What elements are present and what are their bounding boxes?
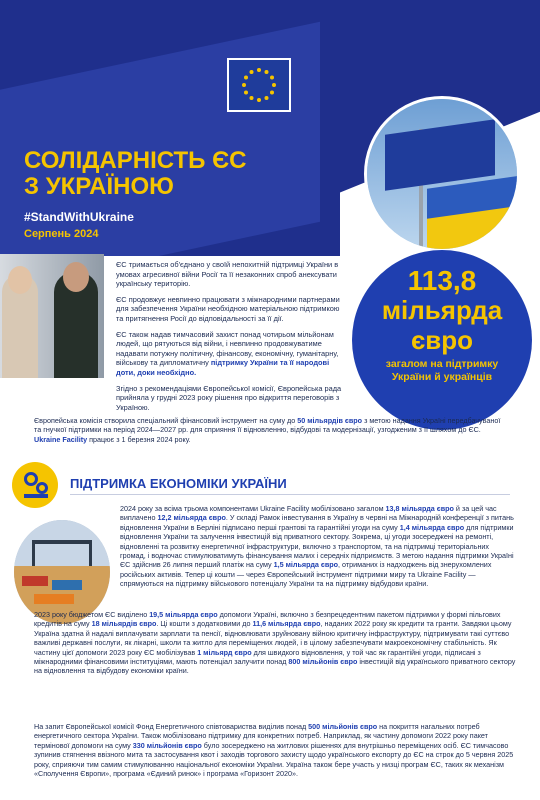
eu-flag-icon <box>227 58 291 112</box>
eu-star <box>257 68 261 72</box>
eu-star <box>265 70 269 74</box>
economy-paragraph-2: 2023 року бюджетом ЄС виділено 19,5 мільярда євро допомоги Україні, включно з безпрецедентним пакетом підтримки у формі пільгових кредитів на суму 18 мільярдів євро. Ці кошти з додатковими до 11,6 мільярда євро, наданих 2022 року як кредити та гранти. Завдяки цьому Україна здатна й надалі виплачувати зарплати та пенсії, відновлювати зруйновану війною критичну інфраструктуру, підтримувати такі суттєво важливі державні послуги, як лікарні, школи та житло для переміщених людей, і в цілому забезпечувати макроекономічну стабільність. Як частину цієї допомоги 2023 року ЄС мобілізував 1 мільярд євро для швидкого відновлення, у той час як гарантійні угоди, підписані з міжнародними фінансовими інституціями, мають потенціал залучити понад 800 мільйонів євро інвестицій від українського приватного сектору на відновлення та відбудову економіки країни. <box>34 610 516 676</box>
eu-star <box>257 98 261 102</box>
intro-text <box>116 260 348 418</box>
amount-unit: мільярда <box>381 295 503 325</box>
title-line-2: З УКРАЇНОЮ <box>24 173 174 200</box>
eu-star <box>272 83 276 87</box>
eu-star <box>265 96 269 100</box>
facility-paragraph: Європейська комісія створила спеціальний фінансовий інструмент на суму до 50 мільярдів євро з метою надання Україні передбачуваної та гнучкої підтримки на період 2024—2027 рр. для сприяння її відновленню, відбудові та модернізації, узгодженим з її шляхом до ЄС. Ukraine Facility працює з 1 березня 2024 року. <box>34 416 501 444</box>
issue-date: Серпень 2024 <box>24 228 99 240</box>
total-amount: 113,8 <box>407 265 477 296</box>
eu-star <box>250 96 254 100</box>
page-title <box>24 148 334 200</box>
eu-star <box>242 83 246 87</box>
intro-paragraph: ЄС також надав тимчасовий захист понад чотирьом мільйонам людей, що рятуються від війни, і невпинно продовжуватиме надавати потужну політичну, фінансову, економічну, гуманітарну, військову та дипломатичну підтримку України та її народові доти, доки необхідно. <box>116 329 339 377</box>
leaders-photo <box>0 254 104 378</box>
intro-paragraph: ЄС тримається об'єднано у своїй непохитній підтримці України в умовах агресивної війни Росії та її незаконних спроб анексувати українську територію. <box>116 260 339 289</box>
flags-photo <box>364 96 520 252</box>
total-support-circle <box>352 250 532 430</box>
economy-paragraph-1: 2024 року за всіма трьома компонентами Ukraine Facility мобілізовано загалом 13,8 мільярда євро й за цей час виплачено 12,2 мільярда євро. У складі Рамок інвестування в Україну в червні на Міжнародній конференції з питань відновлення України в Берліні підписано перші грантові та гарантійні угоди на суму 1,4 мільярда євро для підтримки відновлення України та залучення інвестицій від приватного сектору. Зокрема, ці угоди зосереджені на ремонті, відновленні та розвитку енергетичної інфраструктури, включно з транспортом, та на підтримці територіальних громад, і водночас стимулюватимуть фінансування малих і середніх підприємств. З метою надання підтримки Україні ЄС здійснив 26 липня перший платіж на суму 1,5 мільярда євро, отриманих із надходжень від знерухомлених російських активів. Тепер ці кошти — через Європейський інструмент підтримки миру та Ukraine Facility — спрямуються на підтримку військового потенціалу України та на підтримку відбудови країни. <box>120 504 514 589</box>
port-photo <box>14 520 110 624</box>
eu-star <box>244 91 248 95</box>
hashtag: #StandWithUkraine <box>24 210 134 224</box>
intro-paragraph: Згідно з рекомендаціями Європейської комісії, Європейська рада прийняла у грудні 2023 року рішення про відкриття переговорів з Україною. <box>116 383 342 412</box>
gears-coins-icon <box>12 462 58 508</box>
economy-paragraph-3: На запит Європейської комісії Фонд Енергетичного співтовариства виділив понад 500 мільйонів євро на покриття нагальних потреб енергетичного сектора України. Також мобілізовано підтримку для конкретних потреб. Наприклад, як частину допомоги 2022 року пакет термінової допомоги на суму 330 мільйонів євро було зосереджено на житлових рішеннях для внутрішньо переміщених осіб. ЄС тимчасово зупинив стягнення ввізного мита та застосування квот і заходів торгового захисту щодо українського експорту до ЄС на строк до 5 червня 2025 року, сприяючи тим самим стимулюванню національної економіки України. Україна також бере участь у низці програм ЄС, таких як механізм «Сполучення Європи», програма «Єдиний ринок» і програма «Горизонт 2020». <box>34 722 514 779</box>
amount-currency: євро <box>410 325 474 355</box>
title-line-1: СОЛІДАРНІСТЬ ЄС <box>24 147 247 174</box>
amount-caption: загалом на підтримку України й українців <box>385 358 499 383</box>
eu-star <box>270 76 274 80</box>
section-divider <box>70 494 510 495</box>
section-title: ПІДТРИМКА ЕКОНОМІКИ УКРАЇНИ <box>70 476 287 491</box>
eu-star <box>250 70 254 74</box>
intro-paragraph: ЄС продовжує невпинно працювати з міжнародними партнерами для забезпечення України необхідною матеріальною підтримкою та притягнення Росії до відповідальності за її дії. <box>116 294 340 323</box>
eu-star <box>270 91 274 95</box>
eu-star <box>244 76 248 80</box>
highlight-text: підтримку України та її народові доти, доки необхідно. <box>116 358 330 377</box>
